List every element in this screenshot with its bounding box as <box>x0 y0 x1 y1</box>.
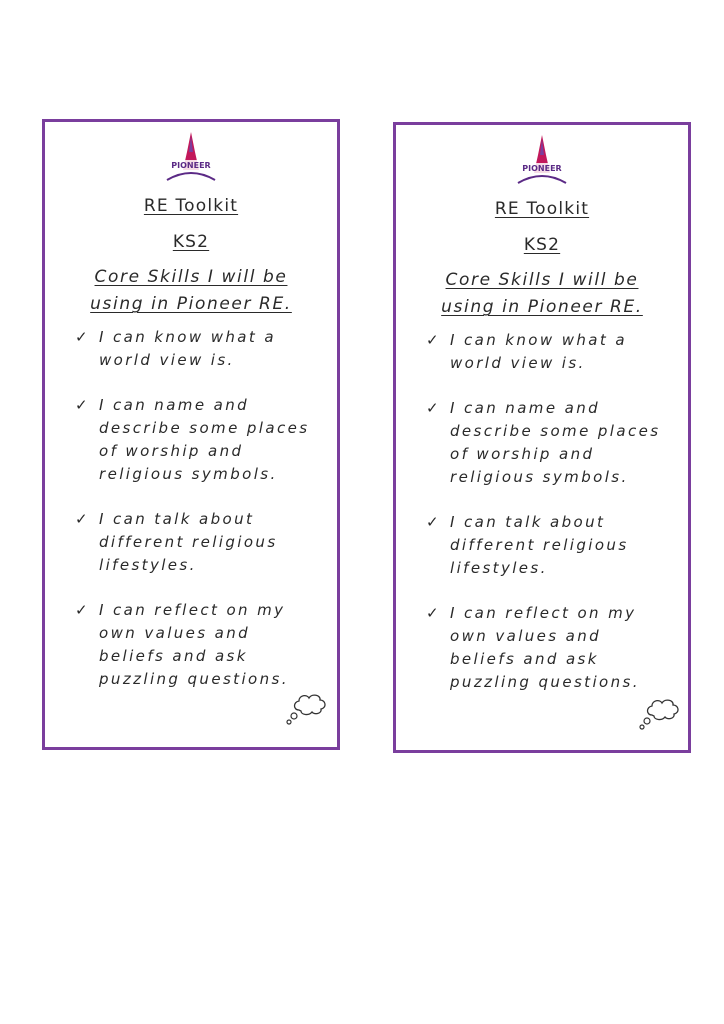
check-icon: ✓ <box>426 513 441 531</box>
thought-bubble-icon <box>636 697 682 733</box>
toolkit-card-right: PIONEER RE Toolkit KS2 Core Skills I will be using in Pioneer RE. ✓ I can know what a world view is. ✓ I can name and describe some places of worship and religious symbols. ✓ I can talk about different religious lifestyles. ✓ I can reflect on my own values and beliefs and ask puzzling questions. <box>393 122 691 753</box>
pioneer-logo <box>161 130 221 184</box>
svg-text:PIONEER: PIONEER <box>522 164 562 173</box>
check-icon: ✓ <box>75 328 90 346</box>
card-title: RE Toolkit <box>494 199 590 219</box>
check-icon: ✓ <box>426 399 441 417</box>
toolkit-card-left: PIONEER RE Toolkit KS2 Core Skills I will be using in Pioneer RE. ✓ I can know what a world view is. ✓ I can name and describe some places of worship and religious symbols. ✓ I can talk about different religious lifestyles. ✓ I can reflect on my own values and beliefs and ask puzzling questions. <box>42 119 340 750</box>
key-stage: KS2 <box>523 235 561 255</box>
check-icon: ✓ <box>75 396 90 414</box>
skills-heading: Core Skills I will be using in Pioneer RE. <box>441 270 643 317</box>
key-stage: KS2 <box>172 232 210 252</box>
svg-text:PIONEER: PIONEER <box>171 161 211 170</box>
check-icon: ✓ <box>75 601 90 619</box>
check-icon: ✓ <box>426 604 441 622</box>
check-icon: ✓ <box>426 331 441 349</box>
pioneer-logo <box>512 133 572 187</box>
card-title: RE Toolkit <box>143 196 239 216</box>
thought-bubble-icon <box>283 692 329 728</box>
check-icon: ✓ <box>75 510 90 528</box>
skills-heading: Core Skills I will be using in Pioneer RE. <box>90 267 292 314</box>
